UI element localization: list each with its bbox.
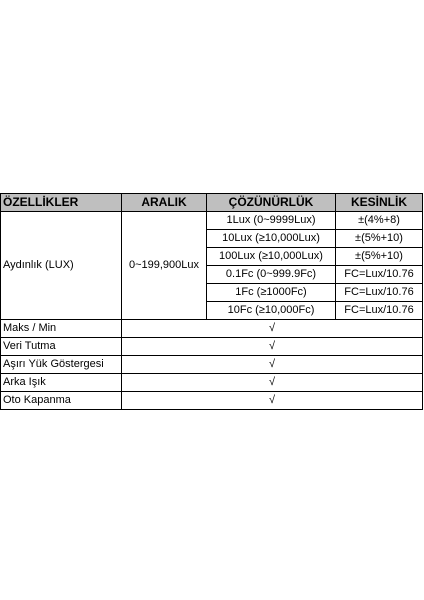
feature-label: Arka Işık bbox=[1, 374, 122, 392]
feature-row-backlight bbox=[1, 374, 423, 392]
checkmark-cell: √ bbox=[122, 338, 423, 356]
header-features: ÖZELLİKLER bbox=[1, 194, 122, 212]
header-accuracy: KESİNLİK bbox=[336, 194, 423, 212]
table-row bbox=[1, 212, 423, 230]
accuracy-cell: FC=Lux/10.76 bbox=[336, 284, 423, 302]
feature-label: Veri Tutma bbox=[1, 338, 122, 356]
checkmark-cell: √ bbox=[122, 374, 423, 392]
feature-row-overload-indicator bbox=[1, 356, 423, 374]
feature-label: Maks / Min bbox=[1, 320, 122, 338]
accuracy-cell: FC=Lux/10.76 bbox=[336, 302, 423, 320]
illuminance-range-cell: 0~199,900Lux bbox=[122, 212, 207, 320]
checkmark-cell: √ bbox=[122, 392, 423, 410]
checkmark-cell: √ bbox=[122, 356, 423, 374]
feature-label: Oto Kapanma bbox=[1, 392, 122, 410]
feature-row-auto-power-off bbox=[1, 392, 423, 410]
resolution-cell: 100Lux (≥10,000Lux) bbox=[207, 248, 336, 266]
feature-label: Aşırı Yük Göstergesi bbox=[1, 356, 122, 374]
resolution-cell: 10Lux (≥10,000Lux) bbox=[207, 230, 336, 248]
illuminance-feature-cell: Aydınlık (LUX) bbox=[1, 212, 122, 320]
checkmark-cell: √ bbox=[122, 320, 423, 338]
header-resolution: ÇÖZÜNÜRLÜK bbox=[207, 194, 336, 212]
resolution-cell: 1Lux (0~9999Lux) bbox=[207, 212, 336, 230]
resolution-cell: 1Fc (≥1000Fc) bbox=[207, 284, 336, 302]
accuracy-cell: FC=Lux/10.76 bbox=[336, 266, 423, 284]
feature-row-data-hold bbox=[1, 338, 423, 356]
specification-table bbox=[0, 193, 423, 410]
header-row bbox=[1, 194, 423, 212]
resolution-cell: 10Fc (≥10,000Fc) bbox=[207, 302, 336, 320]
accuracy-cell: ±(5%+10) bbox=[336, 230, 423, 248]
feature-row-max-min bbox=[1, 320, 423, 338]
resolution-cell: 0.1Fc (0~999.9Fc) bbox=[207, 266, 336, 284]
accuracy-cell: ±(4%+8) bbox=[336, 212, 423, 230]
header-range: ARALIK bbox=[122, 194, 207, 212]
accuracy-cell: ±(5%+10) bbox=[336, 248, 423, 266]
